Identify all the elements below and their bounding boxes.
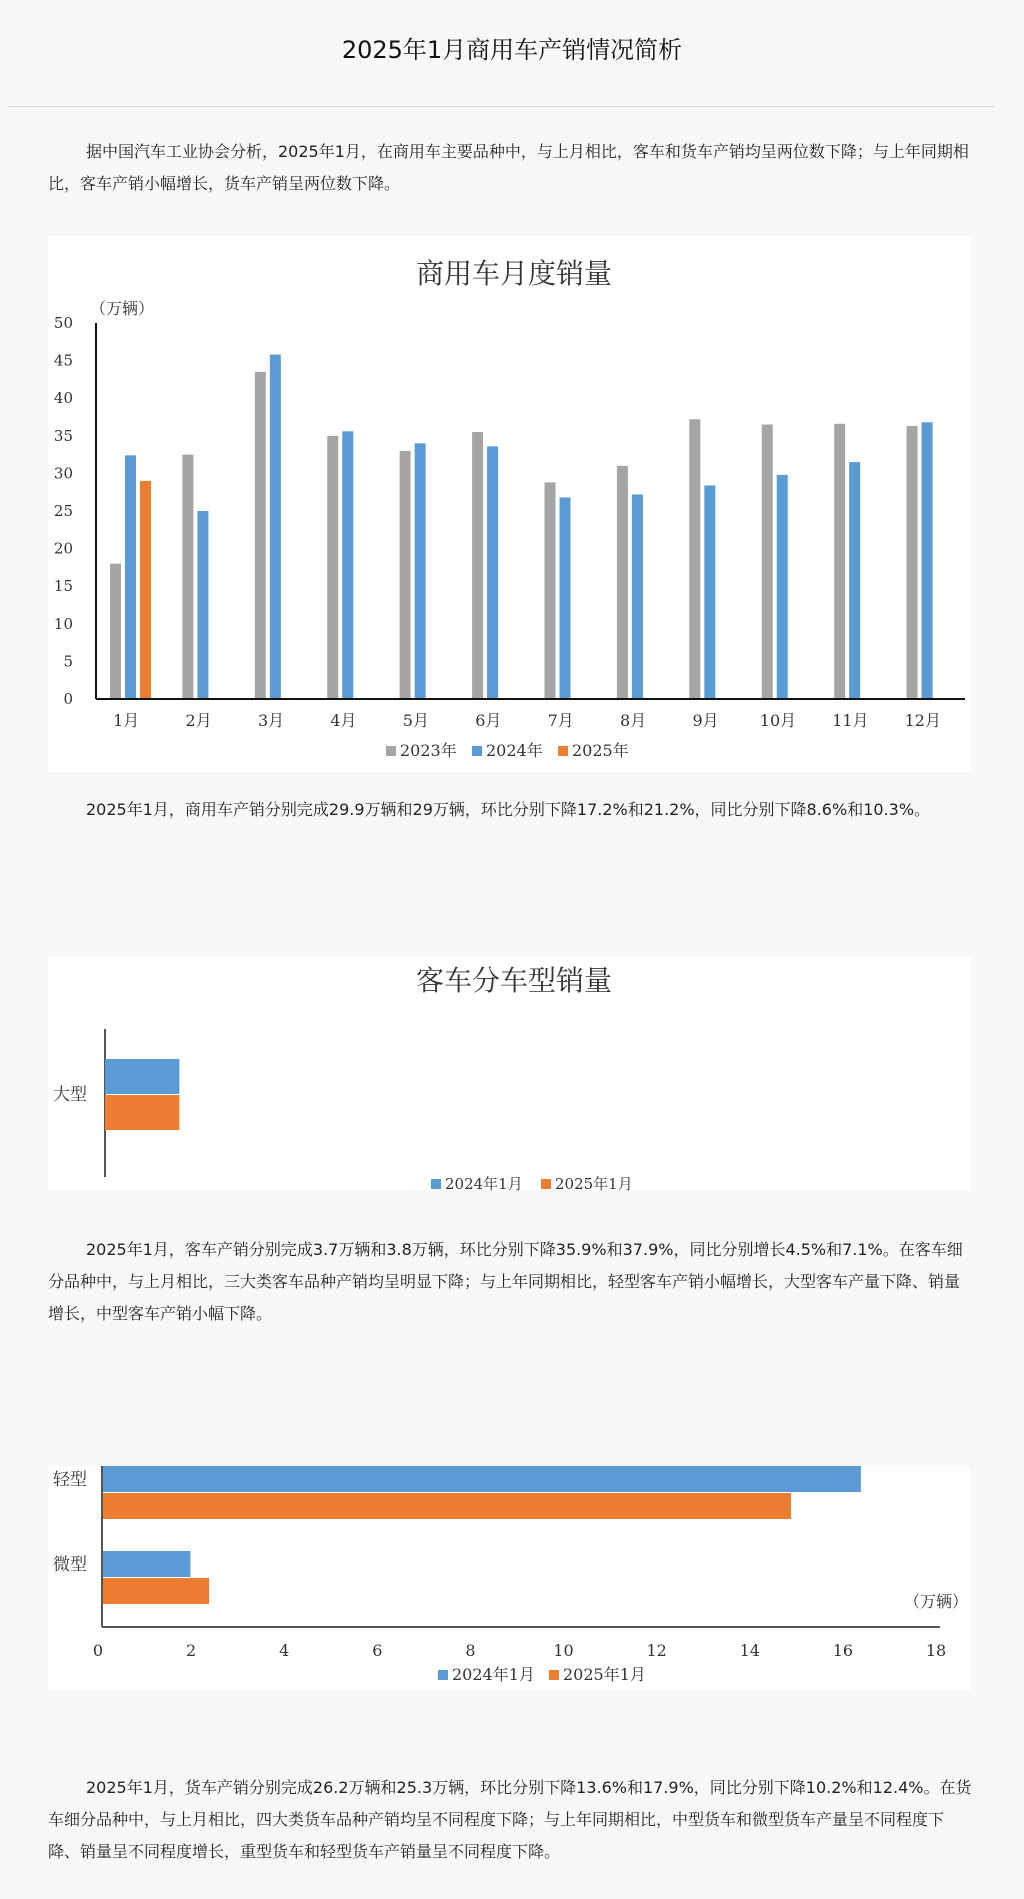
x-tick-label: 0 <box>92 1641 104 1660</box>
x-tick-label: 6月 <box>475 711 502 730</box>
bar-2023-11 <box>834 424 845 699</box>
y-tick-label: 0 <box>63 690 73 708</box>
y-axis-unit-label: （万辆） <box>90 299 155 318</box>
legend-label: 2023年 <box>400 741 457 760</box>
legend-label: 2024年1月 <box>452 1665 535 1684</box>
bar-2024-4 <box>342 431 353 699</box>
x-tick-label: 11月 <box>832 711 869 730</box>
truck-type-sales-chart-svg <box>48 1466 971 1690</box>
category-label: 微型 <box>53 1555 87 1575</box>
legend-label: 2024年1月 <box>445 1175 523 1191</box>
x-tick-label: 18 <box>925 1641 947 1660</box>
bar-2023-8 <box>617 466 628 699</box>
legend-swatch-2023 <box>386 746 396 756</box>
x-tick-label: 10月 <box>759 711 797 730</box>
legend-swatch-2025 <box>558 746 568 756</box>
bar-2023-12 <box>907 426 918 699</box>
x-tick-label: 4 <box>279 1641 290 1660</box>
bar-2024-5 <box>415 443 426 699</box>
legend-label: 2025年1月 <box>555 1175 633 1191</box>
bar-2024-1-1 <box>105 1059 179 1094</box>
x-tick-label: 3月 <box>257 711 285 730</box>
bar-2024-11 <box>849 462 860 699</box>
category-label: 轻型 <box>53 1470 87 1490</box>
bar-2024-10 <box>777 475 788 699</box>
truck-type-sales-chart <box>48 1466 971 1690</box>
bar-2025-1-1 <box>102 1493 791 1519</box>
x-tick-label: 12月 <box>904 711 941 730</box>
bar-2023-9 <box>689 419 700 699</box>
legend-label: 2025年 <box>572 741 629 760</box>
bar-2024-1-2 <box>102 1551 190 1577</box>
y-tick-label: 35 <box>53 426 73 445</box>
x-tick-label: 2 <box>186 1641 197 1660</box>
title-divider <box>8 106 994 107</box>
bar-2024-1-1 <box>102 1466 861 1492</box>
legend-swatch-2025-1 <box>549 1670 559 1680</box>
page-title: 2025年1月商用车产销情况简析 <box>341 36 683 64</box>
y-tick-label: 5 <box>63 652 73 671</box>
bar-2024-1 <box>125 455 136 699</box>
x-tick-label: 8月 <box>620 711 647 730</box>
y-tick-label: 30 <box>53 464 73 483</box>
y-tick-label: 25 <box>53 502 73 520</box>
legend-swatch-2024 <box>472 746 482 756</box>
bar-2025-1-1 <box>105 1095 179 1130</box>
bar-2023-5 <box>400 451 411 699</box>
x-tick-label: 6 <box>372 1641 383 1660</box>
y-tick-label: 40 <box>53 389 73 408</box>
bus-paragraph: 2025年1月，客车产销分别完成3.7万辆和3.8万辆，环比分别下降35.9%和37.9%，同比分别增长4.5%和7.1%。在客车细分品种中，与上月相比，三大类客车品种产销均呈明显下降；与上年同期相比，轻型客车产销小幅增长，大型客车产量下降、销量增长，中型客车产销小幅下降。 <box>48 1240 963 1323</box>
legend-swatch-2025-1 <box>541 1179 551 1189</box>
legend-label: 2025年1月 <box>563 1665 646 1684</box>
y-tick-label: 50 <box>53 314 73 332</box>
bus-type-sales-chart <box>48 957 971 1191</box>
bar-2023-10 <box>762 425 773 699</box>
bar-2024-8 <box>632 494 643 699</box>
bar-2025-1 <box>140 481 151 699</box>
x-tick-label: 10 <box>553 1641 574 1660</box>
chart-title: 商用车月度销量 <box>415 257 613 290</box>
chart-title: 客车分车型销量 <box>415 964 613 997</box>
x-tick-label: 4月 <box>330 711 357 730</box>
legend-label: 2024年 <box>486 741 543 760</box>
truck-paragraph: 2025年1月，货车产销分别完成26.2万辆和25.3万辆，环比分别下降13.6%和17.9%，同比分别下降10.2%和12.4%。在货车细分品种中，与上月相比，四大类货车品种产销均呈不同程度下降；与上年同期相比，中型货车和微型货车产量呈不同程度下降、销量呈不同程度增长，重型货车和轻型货车产销量呈不同程度下降。 <box>48 1778 972 1861</box>
x-tick-label: 5月 <box>402 711 429 730</box>
bar-2024-3 <box>270 355 281 699</box>
bar-2023-6 <box>472 432 483 699</box>
y-tick-label: 45 <box>53 351 73 370</box>
bar-2023-2 <box>182 455 193 699</box>
y-tick-label: 20 <box>53 539 73 558</box>
bar-2024-12 <box>922 422 933 699</box>
bar-2024-9 <box>704 485 715 699</box>
legend-swatch-2024-1 <box>438 1670 448 1680</box>
y-tick-label: 15 <box>53 577 73 596</box>
x-tick-label: 2月 <box>185 711 212 730</box>
unit-label: （万辆） <box>903 1592 968 1611</box>
legend-swatch-2024-1 <box>431 1179 441 1189</box>
bar-2023-3 <box>255 372 266 699</box>
x-tick-label: 14 <box>739 1641 760 1660</box>
bus-type-sales-chart-svg <box>48 957 971 1191</box>
category-label: 大型 <box>53 1085 87 1105</box>
x-tick-label: 7月 <box>547 711 574 730</box>
x-tick-label: 9月 <box>692 711 719 730</box>
commercial-paragraph: 2025年1月，商用车产销分别完成29.9万辆和29万辆，环比分别下降17.2%和21.2%，同比分别下降8.6%和10.3%。 <box>86 800 931 819</box>
y-tick-label: 10 <box>53 614 73 633</box>
x-tick-label: 16 <box>832 1641 854 1660</box>
bar-2023-7 <box>545 482 556 699</box>
x-tick-label: 1月 <box>113 711 140 730</box>
bar-2023-4 <box>327 436 338 699</box>
monthly-sales-chart-svg <box>48 236 971 772</box>
monthly-sales-chart <box>48 236 971 772</box>
bar-2024-2 <box>197 511 208 699</box>
bar-2023-1 <box>110 564 121 699</box>
x-tick-label: 12 <box>646 1641 667 1660</box>
bar-2024-7 <box>560 497 571 699</box>
x-tick-label: 8 <box>465 1641 476 1660</box>
bar-2024-6 <box>487 446 498 699</box>
intro-paragraph: 据中国汽车工业协会分析，2025年1月，在商用车主要品种中，与上月相比，客车和货车产销均呈两位数下降；与上年同期相比，客车产销小幅增长，货车产销呈两位数下降。 <box>48 142 969 193</box>
bar-2025-1-2 <box>102 1578 209 1604</box>
